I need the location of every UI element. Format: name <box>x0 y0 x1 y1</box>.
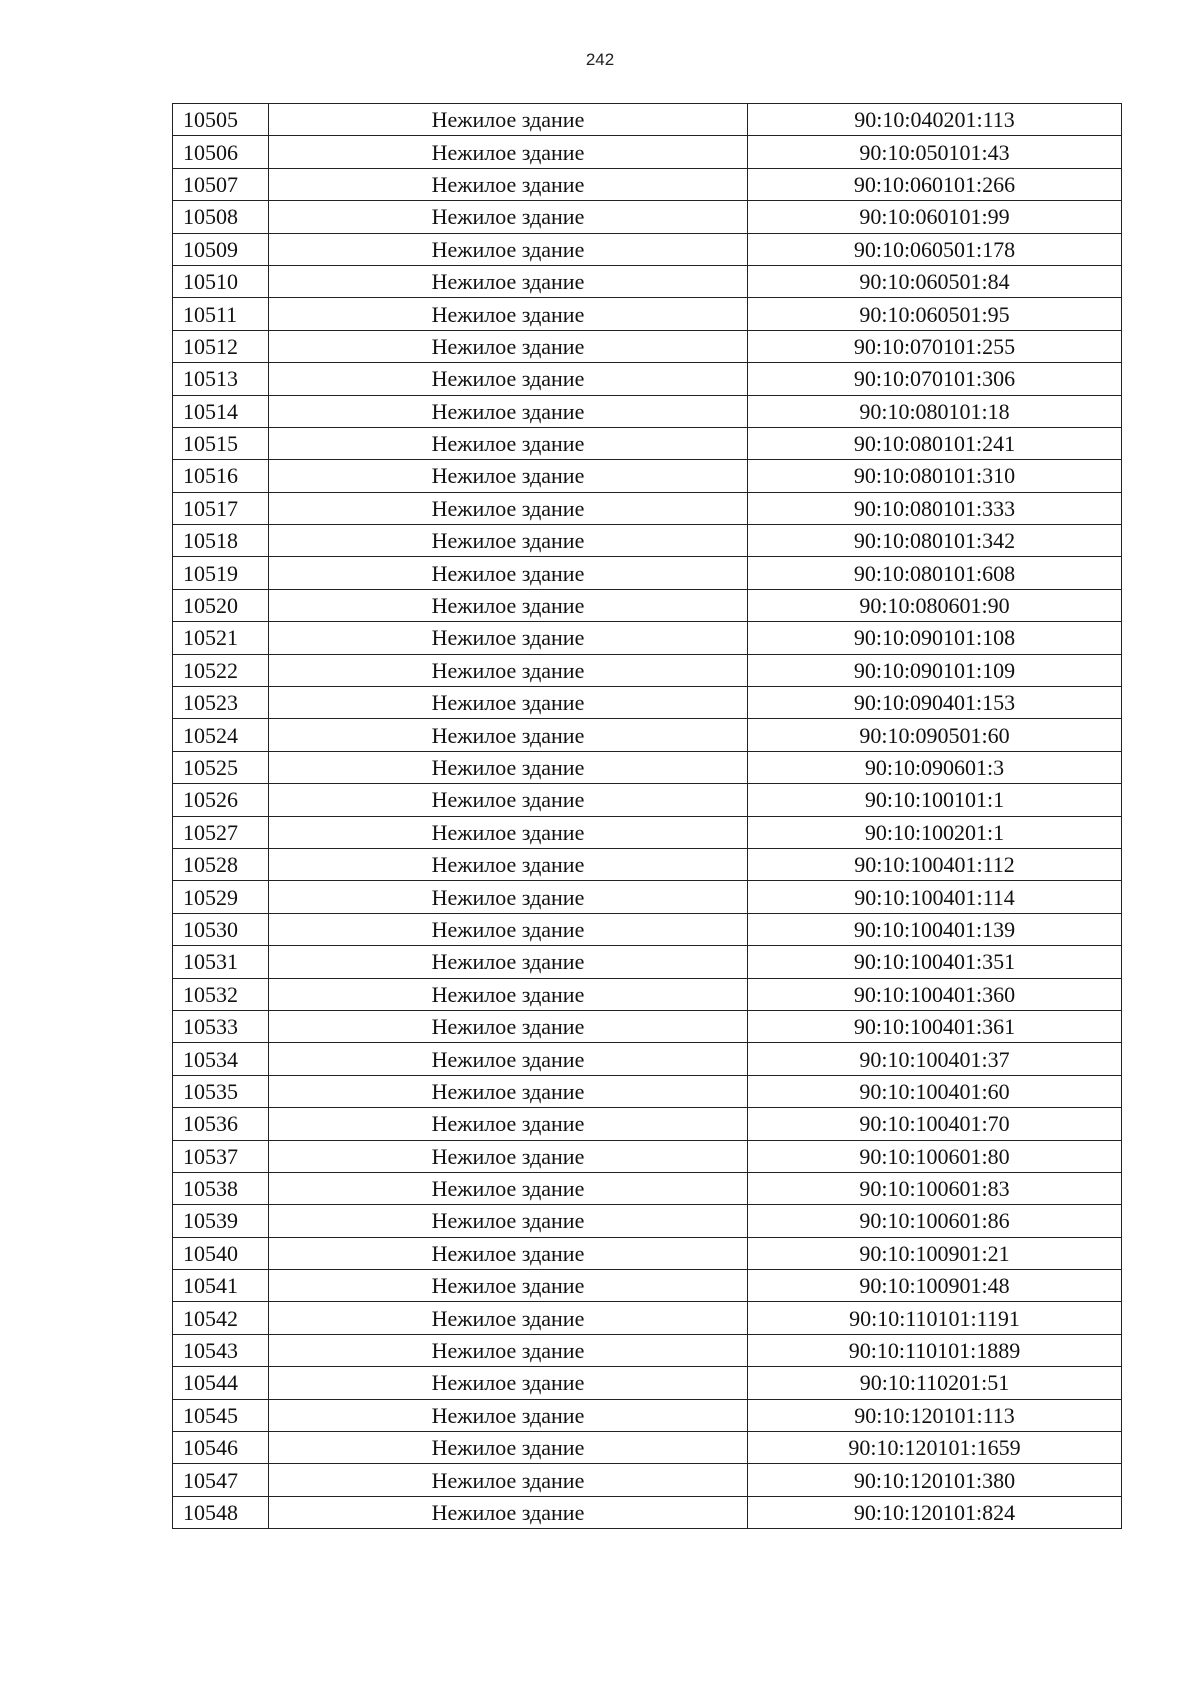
object-type-cell: Нежилое здание <box>269 848 748 880</box>
cadastral-number-cell: 90:10:090501:60 <box>748 719 1122 751</box>
row-number-cell: 10513 <box>173 363 269 395</box>
row-number-cell: 10544 <box>173 1367 269 1399</box>
table-row <box>173 589 1122 621</box>
table-row <box>173 654 1122 686</box>
cadastral-number-cell: 90:10:090101:109 <box>748 654 1122 686</box>
row-number-cell: 10512 <box>173 330 269 362</box>
table-row <box>173 816 1122 848</box>
cadastral-number-cell: 90:10:100401:360 <box>748 978 1122 1010</box>
object-type-cell: Нежилое здание <box>269 136 748 168</box>
row-number-cell: 10526 <box>173 784 269 816</box>
object-type-cell: Нежилое здание <box>269 946 748 978</box>
cadastral-number-cell: 90:10:090101:108 <box>748 622 1122 654</box>
object-type-cell: Нежилое здание <box>269 233 748 265</box>
cadastral-number-cell: 90:10:120101:380 <box>748 1464 1122 1496</box>
object-type-cell: Нежилое здание <box>269 460 748 492</box>
cadastral-number-cell: 90:10:040201:113 <box>748 104 1122 136</box>
cadastral-number-cell: 90:10:080101:310 <box>748 460 1122 492</box>
table-row <box>173 427 1122 459</box>
row-number-cell: 10518 <box>173 525 269 557</box>
row-number-cell: 10536 <box>173 1108 269 1140</box>
table-row <box>173 1399 1122 1431</box>
row-number-cell: 10519 <box>173 557 269 589</box>
object-type-cell: Нежилое здание <box>269 719 748 751</box>
cadastral-number-cell: 90:10:100401:112 <box>748 848 1122 880</box>
table-row <box>173 201 1122 233</box>
cadastral-number-cell: 90:10:080101:18 <box>748 395 1122 427</box>
row-number-cell: 10507 <box>173 168 269 200</box>
row-number-cell: 10537 <box>173 1140 269 1172</box>
cadastral-number-cell: 90:10:070101:255 <box>748 330 1122 362</box>
object-type-cell: Нежилое здание <box>269 1399 748 1431</box>
table-row <box>173 978 1122 1010</box>
object-type-cell: Нежилое здание <box>269 525 748 557</box>
cadastral-number-cell: 90:10:070101:306 <box>748 363 1122 395</box>
row-number-cell: 10511 <box>173 298 269 330</box>
row-number-cell: 10532 <box>173 978 269 1010</box>
cadastral-number-cell: 90:10:060501:95 <box>748 298 1122 330</box>
cadastral-number-cell: 90:10:110101:1889 <box>748 1334 1122 1366</box>
cadastral-number-cell: 90:10:100401:70 <box>748 1108 1122 1140</box>
object-type-cell: Нежилое здание <box>269 978 748 1010</box>
table-row <box>173 1010 1122 1042</box>
cadastral-number-cell: 90:10:080101:608 <box>748 557 1122 589</box>
row-number-cell: 10521 <box>173 622 269 654</box>
table-row <box>173 330 1122 362</box>
object-type-cell: Нежилое здание <box>269 1010 748 1042</box>
object-type-cell: Нежилое здание <box>269 1237 748 1269</box>
table-row <box>173 719 1122 751</box>
cadastral-number-cell: 90:10:100101:1 <box>748 784 1122 816</box>
registry-table <box>172 103 1122 1529</box>
cadastral-number-cell: 90:10:100601:86 <box>748 1205 1122 1237</box>
cadastral-number-cell: 90:10:100201:1 <box>748 816 1122 848</box>
table-row <box>173 687 1122 719</box>
row-number-cell: 10535 <box>173 1075 269 1107</box>
row-number-cell: 10540 <box>173 1237 269 1269</box>
object-type-cell: Нежилое здание <box>269 1043 748 1075</box>
cadastral-number-cell: 90:10:120101:1659 <box>748 1432 1122 1464</box>
row-number-cell: 10533 <box>173 1010 269 1042</box>
cadastral-number-cell: 90:10:100401:361 <box>748 1010 1122 1042</box>
object-type-cell: Нежилое здание <box>269 557 748 589</box>
object-type-cell: Нежилое здание <box>269 1334 748 1366</box>
object-type-cell: Нежилое здание <box>269 395 748 427</box>
row-number-cell: 10528 <box>173 848 269 880</box>
row-number-cell: 10520 <box>173 589 269 621</box>
row-number-cell: 10517 <box>173 492 269 524</box>
object-type-cell: Нежилое здание <box>269 492 748 524</box>
cadastral-number-cell: 90:10:080601:90 <box>748 589 1122 621</box>
cadastral-number-cell: 90:10:110201:51 <box>748 1367 1122 1399</box>
cadastral-number-cell: 90:10:100401:37 <box>748 1043 1122 1075</box>
cadastral-number-cell: 90:10:120101:824 <box>748 1496 1122 1528</box>
object-type-cell: Нежилое здание <box>269 881 748 913</box>
table-row <box>173 1043 1122 1075</box>
row-number-cell: 10506 <box>173 136 269 168</box>
row-number-cell: 10510 <box>173 265 269 297</box>
table-row <box>173 492 1122 524</box>
table-row <box>173 881 1122 913</box>
row-number-cell: 10541 <box>173 1270 269 1302</box>
cadastral-number-cell: 90:10:060101:266 <box>748 168 1122 200</box>
table-row <box>173 1075 1122 1107</box>
cadastral-number-cell: 90:10:090401:153 <box>748 687 1122 719</box>
table-row <box>173 751 1122 783</box>
table-row <box>173 1496 1122 1528</box>
row-number-cell: 10505 <box>173 104 269 136</box>
table-row <box>173 784 1122 816</box>
table-row <box>173 395 1122 427</box>
object-type-cell: Нежилое здание <box>269 1464 748 1496</box>
table-row <box>173 946 1122 978</box>
row-number-cell: 10545 <box>173 1399 269 1431</box>
object-type-cell: Нежилое здание <box>269 1432 748 1464</box>
row-number-cell: 10516 <box>173 460 269 492</box>
row-number-cell: 10523 <box>173 687 269 719</box>
object-type-cell: Нежилое здание <box>269 363 748 395</box>
table-row <box>173 265 1122 297</box>
table-row <box>173 136 1122 168</box>
table-row <box>173 1140 1122 1172</box>
cadastral-number-cell: 90:10:120101:113 <box>748 1399 1122 1431</box>
row-number-cell: 10547 <box>173 1464 269 1496</box>
table-row <box>173 622 1122 654</box>
object-type-cell: Нежилое здание <box>269 1302 748 1334</box>
row-number-cell: 10531 <box>173 946 269 978</box>
object-type-cell: Нежилое здание <box>269 1270 748 1302</box>
object-type-cell: Нежилое здание <box>269 816 748 848</box>
object-type-cell: Нежилое здание <box>269 1367 748 1399</box>
cadastral-number-cell: 90:10:110101:1191 <box>748 1302 1122 1334</box>
table-row <box>173 104 1122 136</box>
cadastral-number-cell: 90:10:100601:83 <box>748 1172 1122 1204</box>
object-type-cell: Нежилое здание <box>269 622 748 654</box>
row-number-cell: 10529 <box>173 881 269 913</box>
cadastral-number-cell: 90:10:080101:241 <box>748 427 1122 459</box>
table-row <box>173 1367 1122 1399</box>
cadastral-number-cell: 90:10:100401:114 <box>748 881 1122 913</box>
row-number-cell: 10522 <box>173 654 269 686</box>
object-type-cell: Нежилое здание <box>269 1108 748 1140</box>
table-row <box>173 1205 1122 1237</box>
object-type-cell: Нежилое здание <box>269 104 748 136</box>
table-row <box>173 913 1122 945</box>
row-number-cell: 10525 <box>173 751 269 783</box>
table-row <box>173 233 1122 265</box>
cadastral-number-cell: 90:10:100401:351 <box>748 946 1122 978</box>
row-number-cell: 10539 <box>173 1205 269 1237</box>
table-row <box>173 1302 1122 1334</box>
object-type-cell: Нежилое здание <box>269 1205 748 1237</box>
cadastral-number-cell: 90:10:090601:3 <box>748 751 1122 783</box>
row-number-cell: 10538 <box>173 1172 269 1204</box>
row-number-cell: 10514 <box>173 395 269 427</box>
object-type-cell: Нежилое здание <box>269 427 748 459</box>
object-type-cell: Нежилое здание <box>269 1140 748 1172</box>
object-type-cell: Нежилое здание <box>269 654 748 686</box>
table-row <box>173 1334 1122 1366</box>
cadastral-number-cell: 90:10:100901:21 <box>748 1237 1122 1269</box>
object-type-cell: Нежилое здание <box>269 1075 748 1107</box>
row-number-cell: 10543 <box>173 1334 269 1366</box>
cadastral-number-cell: 90:10:100601:80 <box>748 1140 1122 1172</box>
table-row <box>173 168 1122 200</box>
cadastral-number-cell: 90:10:100901:48 <box>748 1270 1122 1302</box>
cadastral-number-cell: 90:10:060101:99 <box>748 201 1122 233</box>
row-number-cell: 10515 <box>173 427 269 459</box>
row-number-cell: 10530 <box>173 913 269 945</box>
cadastral-number-cell: 90:10:080101:333 <box>748 492 1122 524</box>
table-row <box>173 460 1122 492</box>
table-row <box>173 848 1122 880</box>
table-row <box>173 1432 1122 1464</box>
cadastral-number-cell: 90:10:060501:178 <box>748 233 1122 265</box>
object-type-cell: Нежилое здание <box>269 265 748 297</box>
cadastral-number-cell: 90:10:060501:84 <box>748 265 1122 297</box>
table-row <box>173 1270 1122 1302</box>
object-type-cell: Нежилое здание <box>269 1496 748 1528</box>
object-type-cell: Нежилое здание <box>269 784 748 816</box>
row-number-cell: 10534 <box>173 1043 269 1075</box>
table-row <box>173 1108 1122 1140</box>
table-body <box>173 104 1122 1529</box>
table-row <box>173 1464 1122 1496</box>
row-number-cell: 10508 <box>173 201 269 233</box>
table-row <box>173 298 1122 330</box>
table-row <box>173 1172 1122 1204</box>
table-row <box>173 557 1122 589</box>
object-type-cell: Нежилое здание <box>269 1172 748 1204</box>
row-number-cell: 10524 <box>173 719 269 751</box>
object-type-cell: Нежилое здание <box>269 589 748 621</box>
page-number: 242 <box>585 50 615 69</box>
row-number-cell: 10548 <box>173 1496 269 1528</box>
table-row <box>173 363 1122 395</box>
row-number-cell: 10527 <box>173 816 269 848</box>
object-type-cell: Нежилое здание <box>269 330 748 362</box>
table-row <box>173 525 1122 557</box>
row-number-cell: 10546 <box>173 1432 269 1464</box>
object-type-cell: Нежилое здание <box>269 298 748 330</box>
cadastral-number-cell: 90:10:080101:342 <box>748 525 1122 557</box>
table-row <box>173 1237 1122 1269</box>
object-type-cell: Нежилое здание <box>269 913 748 945</box>
object-type-cell: Нежилое здание <box>269 751 748 783</box>
cadastral-number-cell: 90:10:050101:43 <box>748 136 1122 168</box>
object-type-cell: Нежилое здание <box>269 687 748 719</box>
object-type-cell: Нежилое здание <box>269 201 748 233</box>
row-number-cell: 10542 <box>173 1302 269 1334</box>
cadastral-number-cell: 90:10:100401:60 <box>748 1075 1122 1107</box>
object-type-cell: Нежилое здание <box>269 168 748 200</box>
row-number-cell: 10509 <box>173 233 269 265</box>
cadastral-number-cell: 90:10:100401:139 <box>748 913 1122 945</box>
